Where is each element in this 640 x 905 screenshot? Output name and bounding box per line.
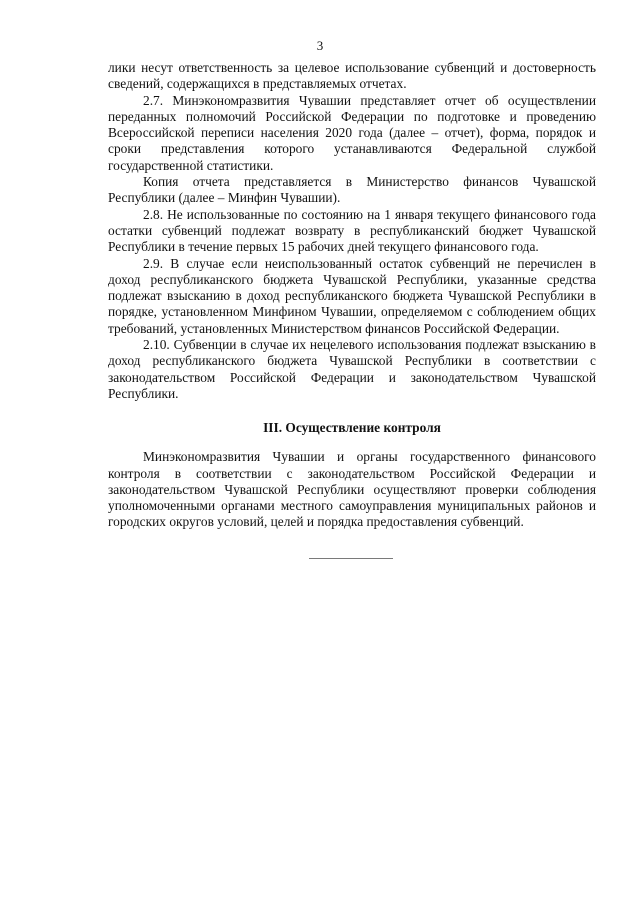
- paragraph-control: Минэкономразвития Чувашии и органы государственного финансового контроля в соответствии с законодательством Российской Федерации и законодательством Чувашской Республики осуществляют проверки соблюдения уполномоченными органами местного самоуправления муниципальных районов и городских округов условий, целей и порядка предоставления субвенций.: [108, 449, 596, 530]
- page-number: 3: [316, 38, 324, 53]
- section-2-body: [108, 60, 596, 531]
- section-3-title: III. Осуществление контроля: [263, 420, 441, 436]
- paragraph-2-8: 2.8. Не использованные по состоянию на 1 января текущего финансового года остатки субвенций подлежат возврату в республиканский бюджет Чувашской Республики в течение первых 15 рабочих дней текущего финансового года.: [108, 206, 596, 255]
- paragraph-2-10: 2.10. Субвенции в случае их нецелевого использования подлежат взысканию в доход республиканского бюджета Чувашской Республики в соответствии с законодательством Российской Федерации и законодательством Чувашской Республики.: [108, 337, 596, 401]
- paragraph-report-copy: Копия отчета представляется в Министерство финансов Чувашской Республики (далее – Минфин Чувашии).: [108, 174, 596, 206]
- paragraph-2-7: 2.7. Минэкономразвития Чувашии представляет отчет об осуществлении переданных полномочий Российской Федерации по подготовке и проведению Всероссийской переписи населения 2020 года (далее – отчет), форма, порядок и сроки представления которого устанавливаются Федеральной службой государственной статистики.: [108, 92, 596, 173]
- end-divider-line: [309, 558, 393, 559]
- paragraph-2-9: 2.9. В случае если неиспользованный остаток субвенций не перечислен в доход республиканского бюджета Чувашской Республики, указанные средства подлежат взысканию в доход республиканского бюджета Чувашской Республики в порядке, установленном Минфином Чувашии, определяемом с соблюдением общих требований, установленных Министерством финансов Российской Федерации.: [108, 255, 596, 336]
- paragraph-continuation: лики несут ответственность за целевое использование субвенций и достоверность сведений, содержащихся в представляемых отчетах.: [108, 60, 596, 92]
